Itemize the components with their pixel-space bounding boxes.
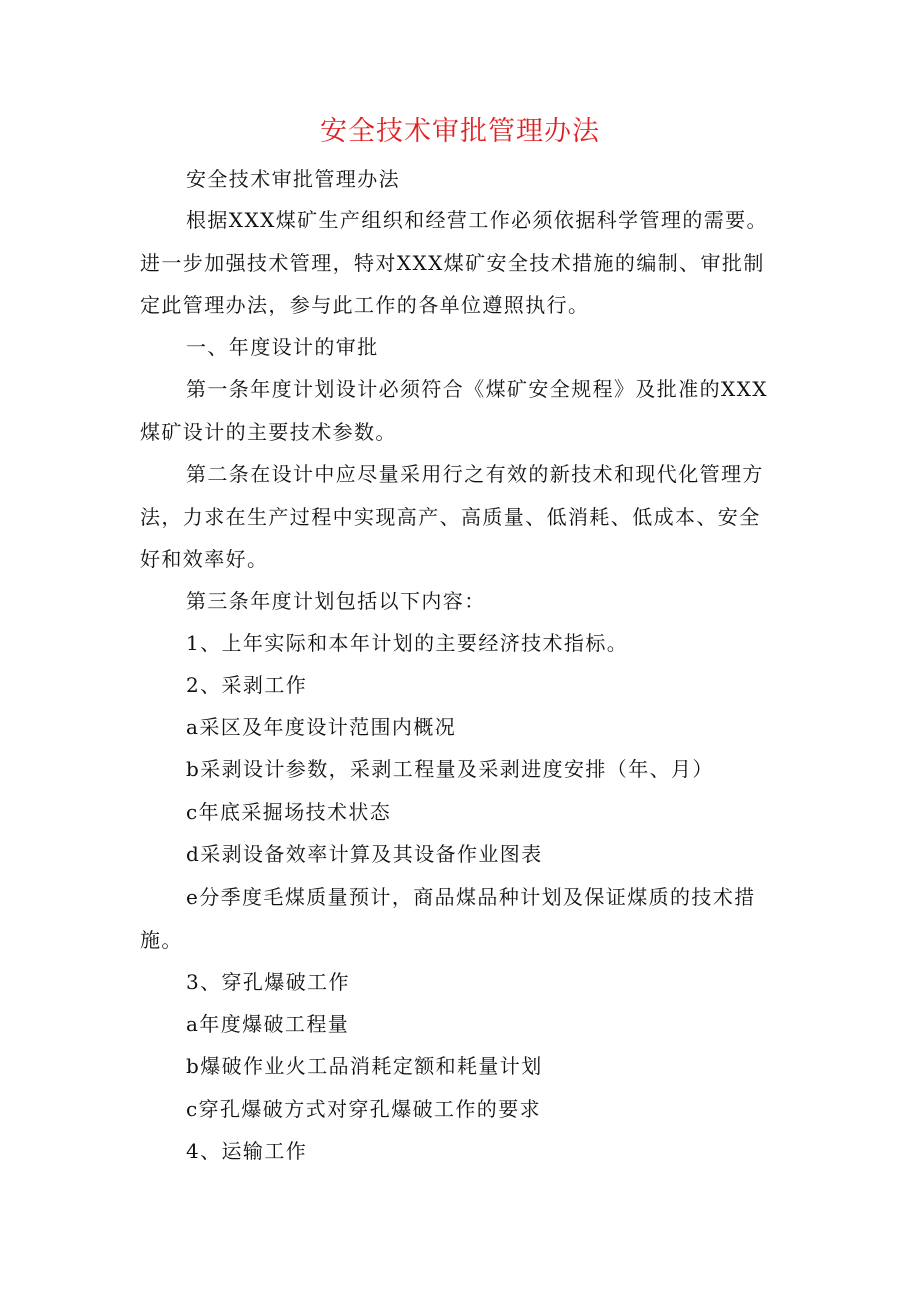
list-item-2c: c年底采掘场技术状态 [186, 800, 392, 824]
list-item-2: 2、采剥工作 [186, 673, 308, 697]
list-item-3: 3、穿孔爆破工作 [186, 970, 350, 994]
document-title: 安全技术审批管理办法 [320, 116, 600, 147]
section-heading-annual-design: 一、年度设计的审批 [186, 335, 379, 359]
list-item-2d: d采剥设备效率计算及其设备作业图表 [186, 842, 543, 866]
list-item-2e: e分季度毛煤质量预计，商品煤品种计划及保证煤质的技术措施。 [140, 885, 756, 952]
list-item-1: 1、上年实际和本年计划的主要经济技术指标。 [186, 631, 629, 655]
list-item-2a: a采区及年度设计范围内概况 [186, 715, 457, 739]
paragraph-intro: 根据XXX煤矿生产组织和经营工作必须依据科学管理的需要。进一步加强技术管理，特对XXX煤矿安全技术措施的编制、审批制定此管理办法，参与此工作的各单位遵照执行。 [140, 208, 768, 317]
list-item-3c: c穿孔爆破方式对穿孔爆破工作的要求 [186, 1097, 542, 1121]
list-item-2b: b采剥设计参数，采剥工程量及采剥进度安排（年、月） [186, 757, 714, 781]
paragraph-subtitle: 安全技术审批管理办法 [186, 167, 400, 191]
article-1: 第一条年度计划设计必须符合《煤矿安全规程》及批准的XXX煤矿设计的主要技术参数。 [140, 377, 768, 444]
article-3: 第三条年度计划包括以下内容： [186, 589, 486, 613]
list-item-4: 4、运输工作 [186, 1139, 308, 1163]
list-item-3b: b爆破作业火工品消耗定额和耗量计划 [186, 1054, 543, 1078]
list-item-3a: a年度爆破工程量 [186, 1012, 350, 1036]
article-2: 第二条在设计中应尽量采用行之有效的新技术和现代化管理方法，力求在生产过程中实现高产、高质量、低消耗、低成本、安全好和效率好。 [140, 462, 764, 571]
